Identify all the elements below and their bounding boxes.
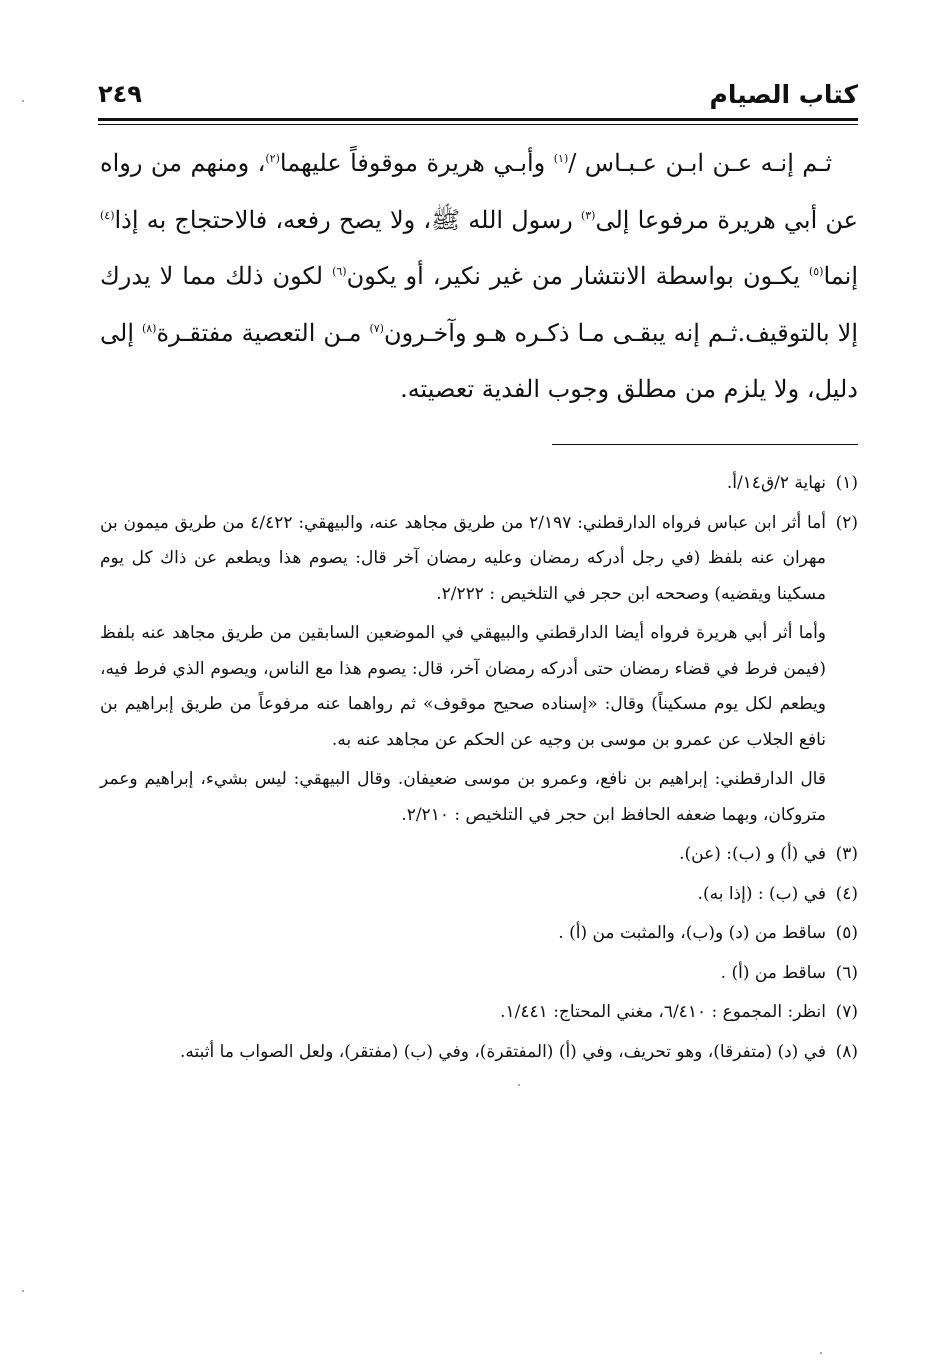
footnote-number: (١) [835,473,858,493]
footnote-text: أما أثر ابن عباس فرواه الدارقطني: ٢/١٩٧ من طريق مجاهد عنه، والبيهقي: ٤/٤٢٢ من طريق ميمون بن مهران عنه بلفظ (في رجل أدركه رمضان وعليه رمضان آخر قال: يصوم هذا ويطعم عن ذاك كل يوم مسكينا ويقضيه) وصححه ابن حجر في التلخيص : ٢/٢٢٢. [100,512,827,604]
footnote-number: (٥) [835,923,858,943]
footnote-text: وأما أثر أبي هريرة فرواه أيضا الدارقطني والبيهقي في الموضعين السابقين من طريق مجاهد عنه بلفظ (فيمن فرط في قضاء رمضان حتى أدركه رمضان آخر، قال: يصوم هذا مع الناس، ويصوم الذي فرط فيه، ويطعم لكل يوم مسكيناً) وقال: «إسناده صحيح موقوف» ثم رواهما عنه مرفوعاً من طريق إبراهيم بن نافع الجلاب عن عمرو بن موسى بن وجيه عن الحكم عن مجاهد عنه به. [100,623,826,750]
chapter-title: كتاب الصيام [709,80,858,109]
footnote-2 [100,506,858,834]
footnote-number: (٣) [835,844,858,864]
scan-speck [22,1290,24,1292]
footnote-number: (٤) [835,883,858,904]
main-text-segment: ثـم إنـه عـن ابـن عـبـاس / [568,149,832,177]
footnote-5 [100,916,858,952]
main-text-segment: يكـون بواسطة الانتشار من غير نكير، أو يكون [346,262,809,290]
footnote-8 [100,1035,858,1071]
main-text-segment: لكون ذلك مما لا يدرك إلا بالتوقيف.ثـم إنه يبقـى مـا ذكـره هـو وآخـرون [100,262,858,347]
main-paragraph [100,135,858,418]
main-text [100,135,858,418]
main-text-segment: وأبـي هريرة موقوفاً عليهما [279,149,554,177]
footnote-text: في (د) (متفرقا)، وهو تحريف، وفي (أ) (المفتقرة)، وفي (ب) (مفتقر)، ولعل الصواب ما أثبته. [180,1041,826,1062]
footnote-ref[interactable]: (٦) [332,265,347,278]
main-text-segment: ، ومنهم من رواه عن أبي هريرة مرفوعا إلى [100,149,859,234]
footnote-separator [552,444,858,445]
footnote-text: في (أ) و (ب): (عن). [679,844,826,864]
footnote-6 [100,956,858,992]
footnote-ref[interactable]: (٤) [100,208,115,222]
footnote-7 [100,995,858,1031]
footnote-ref[interactable]: (٨) [141,321,157,335]
scan-speck [820,1352,822,1354]
footnote-ref[interactable]: (٢) [265,152,280,165]
footnote-ref[interactable]: (٣) [580,208,596,222]
footnote-ref[interactable]: (٧) [369,321,384,335]
page-number: ٢٤٩ [98,80,142,108]
footnote-text: انظر: المجموع : ٦/٤١٠، مغني المحتاج: ١/٤٤١. [500,1002,826,1022]
footnote-text: قال الدارقطني: إبراهيم بن نافع، وعمرو بن موسى ضعيفان. وقال البيهقي: ليس بشيء، إبراهيم وعمر متروكان، وبهما ضعفه الحافظ ابن حجر في التلخيص : ٢/٢١٠. [100,769,826,825]
footnotes-section [100,466,858,1074]
header-rule-thick [98,118,858,121]
main-text-segment: إلى دليل، ولا يلزم من مطلق وجوب الفدية تعصيته. [100,318,858,403]
scan-speck [518,1084,520,1086]
header-rule-thin [98,124,858,125]
footnote-number: (٧) [835,1002,858,1022]
footnote-text: في (ب) : (إذا به). [697,883,826,904]
footnote-number: (٨) [835,1041,858,1062]
footnote-number: (٦) [835,962,858,983]
footnote-1 [100,466,858,502]
footnote-ref[interactable]: (١) [553,152,569,165]
scan-speck [22,100,24,102]
running-header [98,74,858,114]
main-text-segment: إنما [823,262,858,290]
main-text-segment: مـن التعصية مفتقـرة [156,318,370,347]
footnote-text: نهاية ٢/ق١٤/أ. [726,473,826,493]
footnote-text: ساقط من (د) و(ب)، والمثبت من (أ) . [558,923,826,943]
main-text-segment: رسول الله ﷺ، ولا يصح رفعه، فالاحتجاج به إذا [114,205,581,234]
footnote-number: (٢) [835,512,858,533]
footnote-3 [100,837,858,873]
footnote-4 [100,877,858,913]
footnote-text: ساقط من (أ) . [720,962,826,983]
footnote-ref[interactable]: (٥) [808,265,824,278]
